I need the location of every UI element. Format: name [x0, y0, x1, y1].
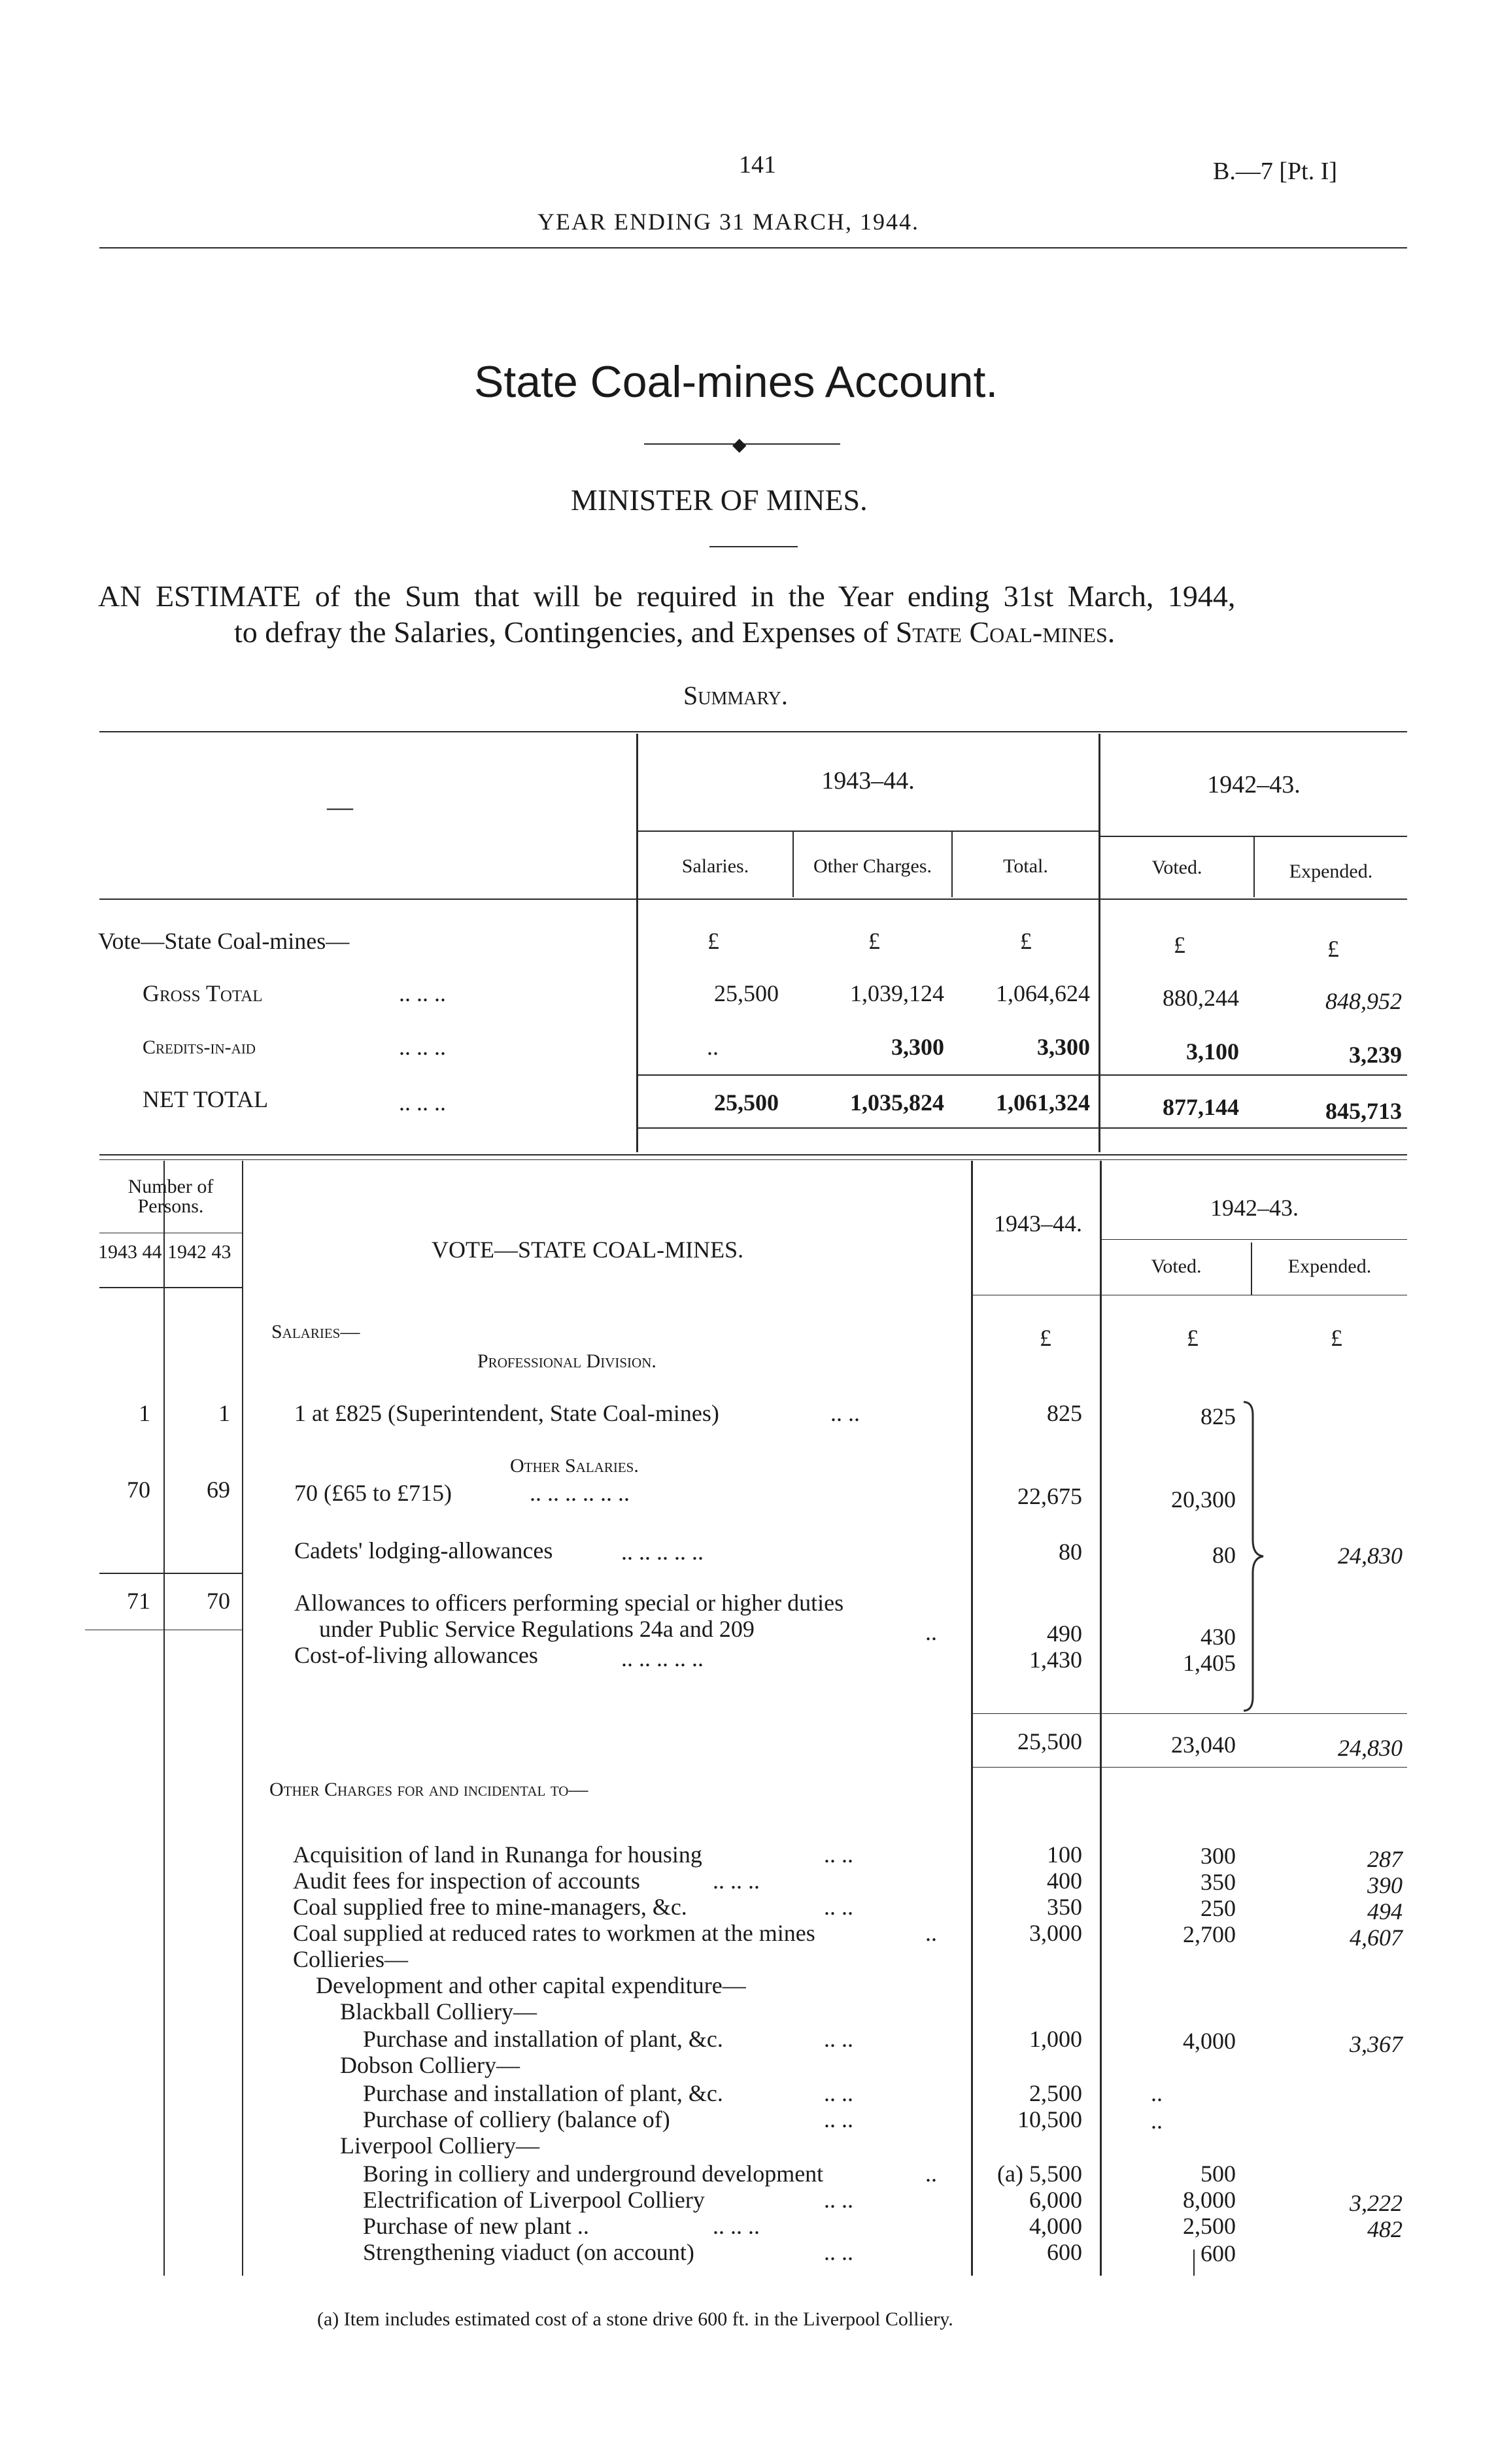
charge-row-label: Development and other capital expenditure— [316, 1972, 746, 1998]
persons-header: Number of Persons. [128, 1176, 214, 1217]
charge-row-current: 350 [1047, 1894, 1082, 1920]
charge-row-label: Coal supplied at reduced rates to workmen at the mines [293, 1920, 815, 1946]
estimate-line-2 [234, 615, 1115, 649]
charge-row-dots: .. [925, 2161, 937, 2187]
charge-row-current: (a) 5,500 [997, 2161, 1082, 2187]
salaries-heading: Salaries— [271, 1321, 360, 1343]
header-rule [99, 247, 1407, 248]
charge-row-dots: .. .. [824, 2026, 853, 2052]
summary-col-expended: Expended. [1289, 861, 1373, 882]
summary-row-voted: 3,100 [1186, 1038, 1239, 1065]
summary-row-other: 1,035,824 [850, 1089, 944, 1116]
salary-row-label: Cost-of-living allowances [294, 1642, 538, 1668]
salary-row-dots: .. .. [830, 1400, 860, 1426]
charge-row-voted: 350 [1200, 1869, 1236, 1895]
vote-top-rule-2 [99, 1159, 1407, 1160]
charge-row-label: Boring in colliery and underground development [363, 2161, 824, 2187]
summary-currency-salaries: £ [707, 928, 719, 954]
summary-currency-voted: £ [1174, 932, 1185, 958]
other-salaries-heading: Other Salaries. [510, 1455, 639, 1477]
charge-row-label: Audit fees for inspection of accounts [293, 1868, 640, 1894]
charge-row-dots: .. .. [824, 2080, 853, 2106]
summary-row-salaries: 25,500 [714, 1089, 779, 1116]
summary-net-rule-top [638, 1074, 1407, 1076]
charge-row-dots: .. .. .. [713, 2213, 760, 2239]
charge-row-dots: .. .. .. [713, 1868, 760, 1894]
charge-row-label: Purchase and installation of plant, &c. [363, 2026, 723, 2052]
minister-heading: MINISTER OF MINES. [571, 483, 868, 517]
vote-col-previous: 1942–43. [1210, 1195, 1299, 1221]
diamond-ornament-icon: ◆ [732, 435, 747, 455]
vote-vline-voted [1100, 1161, 1102, 2276]
charge-row-current: 4,000 [1029, 2213, 1082, 2239]
charge-row-expended: 3,367 [1350, 2031, 1403, 2057]
charge-row-label: Liverpool Colliery— [340, 2132, 539, 2159]
salary-persons-1942: 69 [207, 1477, 230, 1503]
salary-row-current: 1,430 [1029, 1647, 1082, 1673]
charge-row-label: Acquisition of land in Runanga for housing [293, 1841, 702, 1868]
persons-col-rule [99, 1287, 242, 1288]
charge-row-voted: 2,700 [1183, 1921, 1236, 1947]
charge-row-expended: 494 [1367, 1898, 1403, 1925]
summary-row-expended: 848,952 [1325, 988, 1402, 1014]
charge-row-expended: 4,607 [1350, 1925, 1403, 1951]
summary-top-rule [99, 731, 1407, 732]
summary-row-other: 3,300 [891, 1034, 944, 1060]
charge-row-label: Purchase of colliery (balance of) [363, 2106, 670, 2132]
charge-row-voted: .. [1151, 2080, 1163, 2106]
summary-row-dots: .. .. .. [399, 980, 446, 1006]
summary-currency-other: £ [868, 928, 880, 954]
salary-row-current: 825 [1047, 1400, 1082, 1426]
summary-row-other: 1,039,124 [850, 980, 944, 1006]
salary-row-voted: 825 [1200, 1403, 1236, 1429]
persons-subtotal-rule [99, 1573, 242, 1574]
salaries-total-rule-bottom [972, 1767, 1407, 1768]
summary-row-total: 3,300 [1037, 1034, 1090, 1060]
page-title: State Coal-mines Account. [474, 357, 998, 407]
estimate-line-1: AN ESTIMATE of the Sum that will be required in the Year ending 31st March, 1944, [98, 579, 1236, 613]
salary-persons-1943: 71 [127, 1588, 150, 1614]
summary-year-previous: 1942–43. [1207, 771, 1301, 798]
voted-tail-tick [1193, 2250, 1195, 2276]
charge-row-label: Coal supplied free to mine-managers, &c. [293, 1894, 687, 1920]
summary-row-label: NET TOTAL [143, 1086, 269, 1112]
persons-col-1943: 1943 44 [98, 1241, 162, 1263]
salaries-total-expended: 24,830 [1338, 1735, 1403, 1761]
summary-currency-expended: £ [1327, 936, 1339, 962]
summary-col-salaries: Salaries. [681, 855, 749, 877]
charge-row-dots: .. .. [824, 2239, 853, 2265]
document-reference: B.—7 [Pt. I] [1213, 158, 1337, 185]
summary-currency-total: £ [1020, 928, 1032, 954]
summary-row-dots: .. .. .. [399, 1034, 446, 1060]
salary-row-current: 490 [1047, 1620, 1082, 1647]
charge-row-voted: 500 [1200, 2161, 1236, 2187]
charge-row-voted: 300 [1200, 1843, 1236, 1869]
charge-row-voted: 4,000 [1183, 2028, 1236, 2054]
charge-row-expended: 3,222 [1350, 2190, 1403, 2216]
charge-row-expended: 287 [1367, 1846, 1403, 1872]
other-charges-heading: Other Charges for and incidental to— [269, 1779, 588, 1800]
salary-row-label: 1 at £825 (Superintendent, State Coal-mines) [294, 1400, 719, 1426]
salary-persons-1942: 1 [218, 1400, 230, 1426]
salary-persons-1943: 70 [127, 1477, 150, 1503]
charge-row-label: Strengthening viaduct (on account) [363, 2239, 694, 2265]
summary-row-dots: .. .. .. [399, 1089, 446, 1116]
salary-row-dots: .. .. .. .. .. [621, 1645, 704, 1671]
vote-title: VOTE—STATE COAL-MINES. [432, 1237, 744, 1263]
salary-row-label: 70 (£65 to £715) [294, 1480, 452, 1506]
charge-row-label: Collieries— [293, 1946, 408, 1972]
summary-row-voted: 880,244 [1163, 985, 1239, 1011]
charge-row-voted: .. [1151, 2108, 1163, 2134]
charge-row-current: 400 [1047, 1868, 1082, 1894]
salary-row-current: 80 [1059, 1539, 1082, 1565]
vote-col-expended: Expended. [1287, 1256, 1372, 1277]
charge-row-current: 2,500 [1029, 2080, 1082, 2106]
salaries-total-rule-top [972, 1713, 1407, 1714]
summary-empty-header: — [327, 792, 353, 821]
salaries-expended-group: 24,830 [1338, 1543, 1403, 1569]
footnote: (a) Item includes estimated cost of a stone drive 600 ft. in the Liverpool Colliery. [317, 2308, 953, 2330]
charge-row-voted: 8,000 [1183, 2187, 1236, 2213]
salary-persons-1942: 70 [207, 1588, 230, 1614]
salary-row-voted: 430 [1200, 1624, 1236, 1650]
year-line: YEAR ENDING 31 MARCH, 1944. [537, 209, 919, 235]
charge-row-label: Electrification of Liverpool Colliery [363, 2187, 705, 2213]
salaries-total-voted: 23,040 [1171, 1732, 1236, 1758]
summary-year-current: 1943–44. [821, 767, 915, 795]
charge-row-label: Purchase of new plant .. [363, 2213, 589, 2239]
charge-row-current: 10,500 [1017, 2106, 1082, 2132]
vote-currency-voted: £ [1187, 1325, 1199, 1351]
summary-net-rule-bottom [638, 1127, 1407, 1129]
charge-row-expended: 390 [1367, 1872, 1403, 1898]
summary-row-voted: 877,144 [1163, 1094, 1239, 1120]
charge-row-dots: .. .. [824, 2187, 853, 2213]
page-number: 141 [739, 151, 776, 179]
salary-row-label: Cadets' lodging-allowances [294, 1537, 553, 1564]
charge-row-current: 3,000 [1029, 1920, 1082, 1946]
summary-header-rule [99, 898, 1407, 900]
salary-persons-1943: 1 [139, 1400, 150, 1426]
summary-row-total: 1,061,324 [996, 1089, 1090, 1116]
charge-row-label: Dobson Colliery— [340, 2052, 520, 2078]
salary-row-voted: 80 [1212, 1542, 1236, 1568]
salary-row-voted: 1,405 [1183, 1650, 1236, 1676]
vote-vline-persons [163, 1161, 165, 2276]
charge-row-voted: 2,500 [1183, 2213, 1236, 2239]
vote-vline-desc [242, 1161, 243, 2276]
summary-row-expended: 3,239 [1349, 1042, 1402, 1068]
salary-row-voted: 20,300 [1171, 1486, 1236, 1513]
charge-row-voted: 250 [1200, 1895, 1236, 1921]
vote-col-voted: Voted. [1151, 1256, 1202, 1277]
summary-col-total: Total. [1003, 855, 1048, 877]
salaries-total-current: 25,500 [1017, 1728, 1082, 1754]
charge-row-current: 600 [1047, 2239, 1082, 2265]
charge-row-voted: 600 [1200, 2240, 1236, 2267]
vote-currency-expended: £ [1331, 1325, 1342, 1351]
summary-row-salaries: 25,500 [714, 980, 779, 1006]
charge-row-label: Blackball Colliery— [340, 1998, 537, 2025]
vote-previous-rule [1102, 1239, 1407, 1240]
charge-row-current: 1,000 [1029, 2026, 1082, 2052]
salary-row-label: Allowances to officers performing special or higher duties [294, 1590, 844, 1616]
summary-row-label: Gross Total [143, 980, 263, 1006]
charge-row-dots: .. [925, 1920, 937, 1946]
vote-currency-current: £ [1040, 1325, 1051, 1351]
summary-year-current-rule [638, 830, 1098, 832]
summary-row-salaries: .. [707, 1034, 719, 1060]
summary-row-total: 1,064,624 [996, 980, 1090, 1006]
summary-heading: Summary. [683, 681, 788, 710]
charge-row-label: Purchase and installation of plant, &c. [363, 2080, 723, 2106]
vote-col-current: 1943–44. [994, 1210, 1082, 1237]
summary-col-other-charges: Other Charges. [813, 855, 932, 877]
charge-row-current: 100 [1047, 1841, 1082, 1868]
charge-row-expended: 482 [1367, 2216, 1403, 2242]
summary-row-expended: 845,713 [1325, 1098, 1402, 1124]
charge-row-dots: .. .. [824, 1894, 853, 1920]
salary-row-dots: .. .. .. .. .. [621, 1539, 704, 1565]
salary-row-label: under Public Service Regulations 24a and 209 [319, 1616, 755, 1642]
charge-row-dots: .. .. [824, 1841, 853, 1868]
summary-row-label: Credits-in-aid [143, 1036, 256, 1058]
salary-row-dots: .. .. .. .. .. .. [530, 1480, 630, 1506]
charge-row-current: 6,000 [1029, 2187, 1082, 2213]
professional-division-heading: Professional Division. [477, 1350, 656, 1372]
summary-vote-label: Vote—State Coal-mines— [98, 928, 350, 954]
persons-col-1942: 1942 43 [167, 1241, 231, 1263]
charge-row-dots: .. .. [824, 2106, 853, 2132]
salary-row-dots: .. [925, 1619, 937, 1645]
estimate-line-2-smallcaps: State Coal-mines. [895, 615, 1115, 649]
minister-rule [709, 546, 798, 547]
salary-row-current: 22,675 [1017, 1483, 1082, 1509]
estimate-line-2-text: to defray the Salaries, Contingencies, and Expenses of [234, 615, 896, 649]
vote-top-rule [99, 1154, 1407, 1155]
summary-col-voted: Voted. [1151, 857, 1202, 878]
